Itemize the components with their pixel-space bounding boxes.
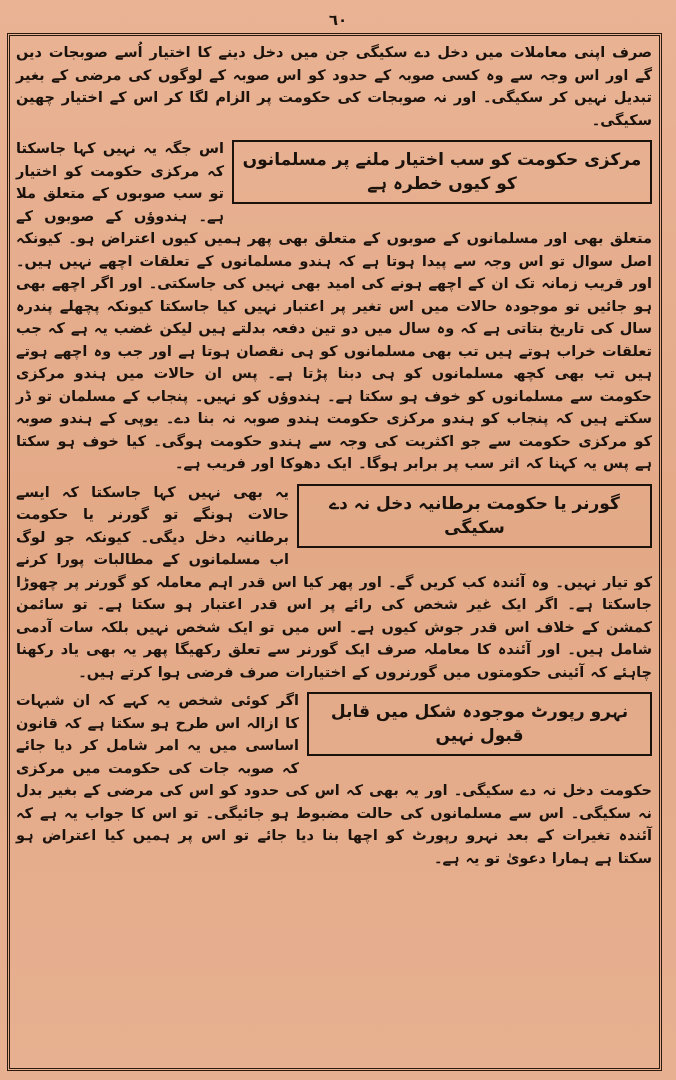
- section-text: یہ بھی نہیں کہا جاسکتا کہ ایسے حالات ہونگے تو گورنر یا حکومت برطانیہ دخل دیگی۔ کیونکہ جو لوگ اب مسلمانوں کے مطالبات پورا کرنے کو تیار نہیں۔ وہ آئندہ کب کریں گے۔ اور پھر کیا اس قدر اہم معاملہ کو گورنر پر چھوڑا جاسکتا ہے۔ اگر ایک غیر شخص کی رائے پر اس قدر اعتبار ہو سکتا ہے۔ تو سائمن کمشن کے خلاف اس قدر جوش کیوں ہے۔ اس میں تو ایک شخص نہیں بلکہ سات آدمی شامل ہیں۔ اور آئندہ کا معاملہ صرف ایک گورنر سے تعلق رکھیگا پھر یہ بھی یاد رکھنا چاہئے کہ آئینی حکومتوں میں گورنروں کے اختیارات صرف فرضی ہوا کرتے ہیں۔: [16, 484, 652, 681]
- opening-paragraph: صرف اپنی معاملات میں دخل دے سکیگی جن میں دخل دینے کا اختیار اُسے صوبجات دیں گے اور اس وجہ سے وہ کسی صوبہ کے حدود کو اس صوبہ کے لوگوں کی مرضی کے بغیر تبدیل نہیں کر سکیگی۔ اور نہ صوبجات کی حکومت پر الزام لگا کر اس کے اختیار چھین سکیگی۔: [16, 45, 652, 129]
- section-governor: [16, 482, 652, 685]
- section-central-government: [16, 138, 652, 476]
- section-text: اگر کوئی شخص یہ کہے کہ ان شبہات کا ازالہ اس طرح ہو سکتا ہے کہ قانون اساسی میں یہ امر شامل کر دیا جائے کہ صوبہ جات کی حکومت میں مرکزی حکومت دخل نہ دے سکیگی۔ اور یہ بھی کہ اس کی حدود کو اس کی مرضی کے بغیر بدل نہ سکیگی۔ اس سے مسلمانوں کی حالت مضبوط ہو جائیگی۔ تو اس کا جواب یہ ہے کہ آئندہ تغیرات کے بعد نہرو رپورٹ کو اچھا بنا دیا جائے تو اس پر ہمیں کیا اعتراض ہو سکتا ہے ہمارا دعویٰ تو یہ ہے۔: [16, 693, 652, 867]
- section-text: اس جگہ یہ نہیں کہا جاسکتا کہ مرکزی حکومت کو اختیار تو سب صوبوں کے متعلق ملا ہے۔ ہندوؤں کے صوبوں کے متعلق بھی اور مسلمانوں کے صوبوں کے متعلق بھی پھر ہمیں کیوں اعتراض ہو۔ کیونکہ اصل سوال تو اس وجہ سے پیدا ہوتا ہے کہ ہندو مسلمانوں کے تعلقات اچھے نہیں ہیں۔ اور قریب زمانہ تک ان کے اچھے ہونے کی امید بھی نہیں کی جاسکتی۔ اور اگر اچھے بھی ہو جائیں تو موجودہ حالات میں اس تغیر پر اعتبار نہیں کیا جاسکتا کیونکہ پچھلے پندرہ سال کی تاریخ بتاتی ہے کہ وہ سال میں دو تین دفعہ بدلتے ہیں لیکن غضب یہ ہے کہ جب تعلقات خراب ہوتے ہیں تب بھی مسلمانوں کو ہی نقصان ہوتا ہے اور جب وہ اچھے ہوتے ہیں تب بھی کچھ مسلمانوں کو ہی دبنا پڑتا ہے۔ پس ان حالات میں ہندو مرکزی حکومت سے مسلمانوں کو خوف ہو سکتا ہے۔ ہندوؤں کو نہیں۔ پنجاب کے مسلمان تو ڈر سکتے ہیں کہ پنجاب کو ہندو مرکزی حکومت ہندو صوبہ نہ بنا دے۔ یوپی کے ہندو صوبہ کو مرکزی حکومت سے جو اکثریت کی وجہ سے ہندو حکومت ہوگی۔ کیا خوف ہو سکتا ہے پس یہ کہنا کہ اثر سب پر برابر ہوگا۔ ایک دھوکا اور فریب ہے۔: [16, 141, 652, 472]
- page-number: ٦٠: [328, 11, 348, 29]
- section-nehru-report: [16, 690, 652, 870]
- section-heading: گورنر یا حکومت برطانیہ دخل نہ دے سکیگی: [297, 484, 652, 548]
- section-heading: مرکزی حکومت کو سب اختیار ملنے پر مسلمانوں کو کیوں خطرہ ہے: [232, 140, 652, 204]
- page-content: [16, 42, 652, 1062]
- section-heading: نہرو رپورٹ موجودہ شکل میں قابل قبول نہیں: [307, 692, 652, 756]
